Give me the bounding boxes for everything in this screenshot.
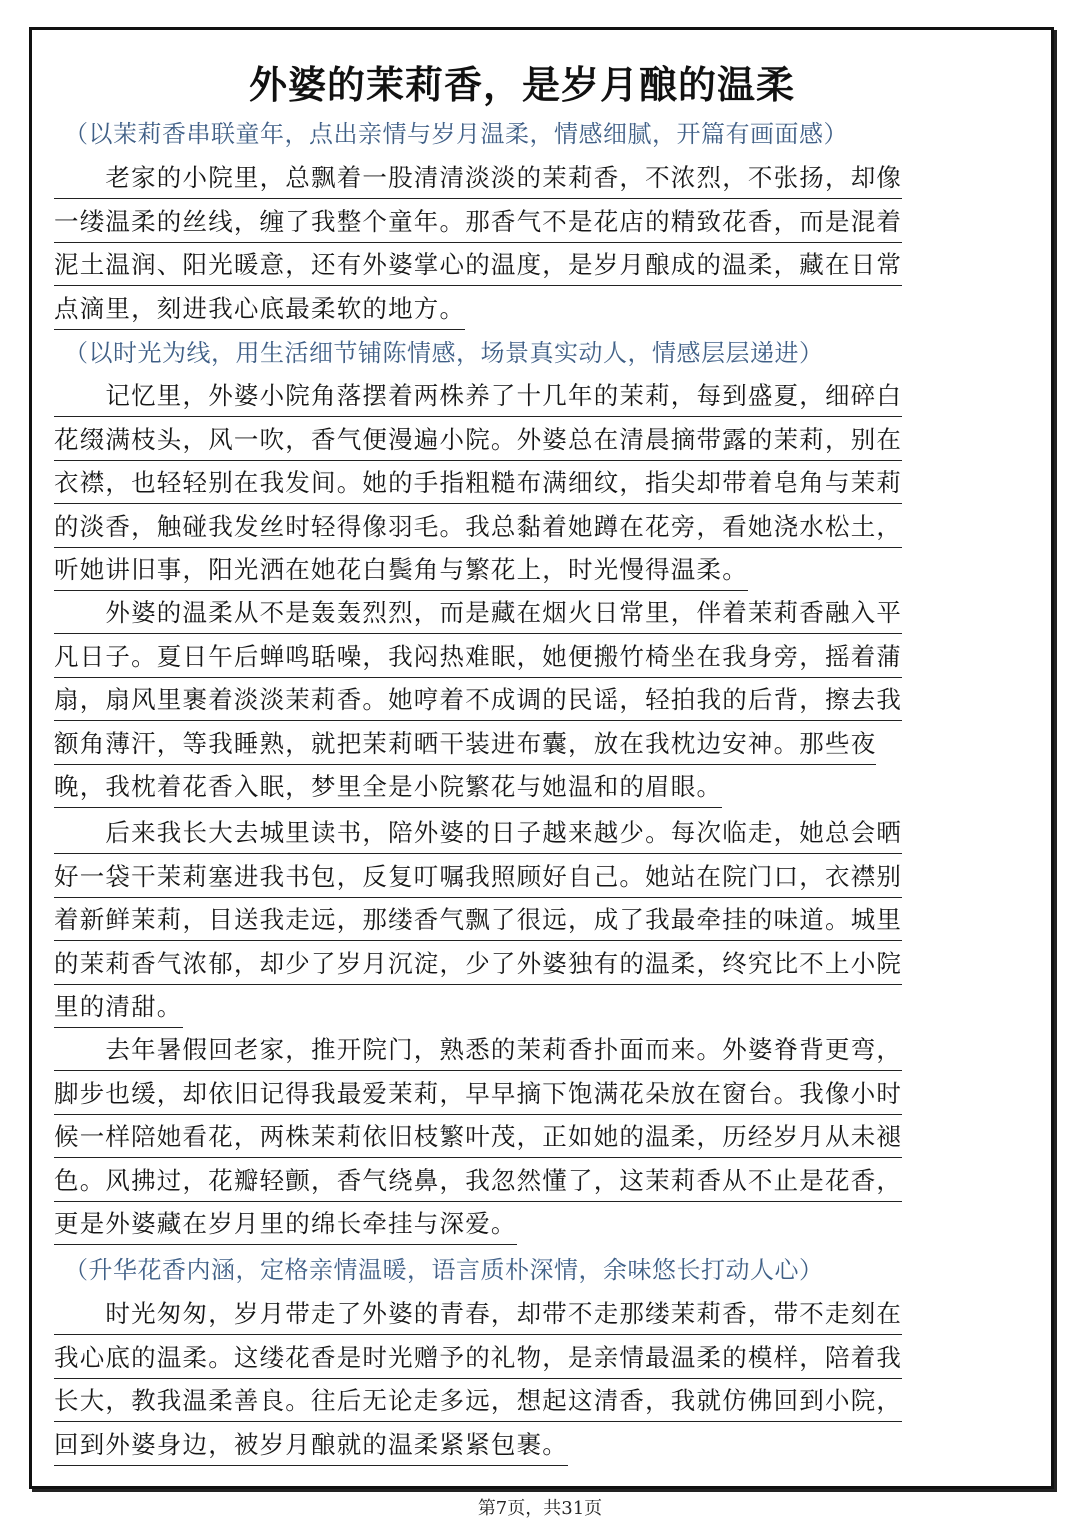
text-line: 着新鲜茉莉，目送我走远，那缕香气飘了很远，成了我最牵挂的味道。城里 bbox=[54, 900, 902, 941]
page-number: 第7页，共31页 bbox=[477, 1498, 603, 1519]
paragraph-2 bbox=[54, 376, 1014, 594]
paragraph-6 bbox=[54, 1294, 1014, 1468]
text-line: 回到外婆身边，被岁月酿就的温柔紧紧包裹。 bbox=[54, 1425, 568, 1466]
text-line: 好一袋干茉莉塞进我书包，反复叮嘱我照顾好自己。她站在院门口，衣襟别 bbox=[54, 857, 902, 898]
page-frame bbox=[29, 27, 1054, 1489]
text-line: 长大，教我温柔善良。往后无论走多远，想起这清香，我就仿佛回到小院， bbox=[54, 1381, 902, 1422]
text-line: 更是外婆藏在岁月里的绵长牵挂与深爱。 bbox=[54, 1204, 517, 1245]
text-line: 点滴里，刻进我心底最柔软的地方。 bbox=[54, 289, 465, 330]
text-line: 听她讲旧事，阳光洒在她花白鬓角与繁花上，时光慢得温柔。 bbox=[54, 550, 748, 591]
paragraph-3 bbox=[54, 593, 1014, 811]
text-line: 脚步也缓，却依旧记得我最爱茉莉，早早摘下饱满花朵放在窗台。我像小时 bbox=[54, 1074, 902, 1115]
text-line: 晚，我枕着花香入眠，梦里全是小院繁花与她温和的眉眼。 bbox=[54, 767, 722, 808]
text-line: 记忆里，外婆小院角落摆着两株养了十几年的茉莉，每到盛夏，细碎白 bbox=[54, 376, 902, 417]
text-line: 额角薄汗，等我睡熟，就把茉莉晒干装进布囊，放在我枕边安神。那些夜 bbox=[54, 724, 876, 765]
text-line: 老家的小院里，总飘着一股清清淡淡的茉莉香，不浓烈，不张扬，却像 bbox=[54, 158, 902, 199]
text-line: 里的清甜。 bbox=[54, 987, 183, 1028]
text-line: 去年暑假回老家，推开院门，熟悉的茉莉香扑面而来。外婆脊背更弯， bbox=[54, 1030, 902, 1071]
paragraph-4 bbox=[54, 813, 1014, 1031]
text-line: 一缕温柔的丝线，缠了我整个童年。那香气不是花店的精致花香，而是混着 bbox=[54, 202, 902, 243]
text-line: 候一样陪她看花，两株茉莉依旧枝繁叶茂，正如她的温柔，历经岁月从未褪 bbox=[54, 1117, 902, 1158]
annotation-note-2: （以时光为线，用生活细节铺陈情感，场景真实动人，情感层层递进） bbox=[64, 339, 824, 367]
essay-title: 外婆的茉莉香，是岁月酿的温柔 bbox=[248, 62, 795, 107]
text-line: 凡日子。夏日午后蝉鸣聒噪，我闷热难眠，她便搬竹椅坐在我身旁，摇着蒲 bbox=[54, 637, 902, 678]
text-line: 的茉莉香气浓郁，却少了岁月沉淀，少了外婆独有的温柔，终究比不上小院 bbox=[54, 944, 902, 985]
text-line: 衣襟，也轻轻别在我发间。她的手指粗糙布满细纹，指尖却带着皂角与茉莉 bbox=[54, 463, 902, 504]
annotation-note-1: （以茉莉香串联童年，点出亲情与岁月温柔，情感细腻，开篇有画面感） bbox=[64, 120, 848, 148]
text-line: 后来我长大去城里读书，陪外婆的日子越来越少。每次临走，她总会晒 bbox=[54, 813, 902, 854]
paragraph-1 bbox=[54, 158, 1014, 332]
text-line: 花缀满枝头，风一吹，香气便漫遍小院。外婆总在清晨摘带露的茉莉，别在 bbox=[54, 420, 902, 461]
paragraph-5 bbox=[54, 1030, 1014, 1248]
text-line: 泥土温润、阳光暖意，还有外婆掌心的温度，是岁月酿成的温柔，藏在日常 bbox=[54, 245, 902, 286]
text-line: 外婆的温柔从不是轰轰烈烈，而是藏在烟火日常里，伴着茉莉香融入平 bbox=[54, 593, 902, 634]
text-line: 时光匆匆，岁月带走了外婆的青春，却带不走那缕茉莉香，带不走刻在 bbox=[54, 1294, 902, 1335]
text-line: 扇，扇风里裹着淡淡茉莉香。她哼着不成调的民谣，轻拍我的后背，擦去我 bbox=[54, 680, 902, 721]
annotation-note-3: （升华花香内涵，定格亲情温暖，语言质朴深情，余味悠长打动人心） bbox=[64, 1256, 824, 1284]
text-line: 我心底的温柔。这缕花香是时光赠予的礼物，是亲情最温柔的模样，陪着我 bbox=[54, 1338, 902, 1379]
text-line: 的淡香，触碰我发丝时轻得像羽毛。我总黏着她蹲在花旁，看她浇水松土， bbox=[54, 507, 902, 548]
text-line: 色。风拂过，花瓣轻颤，香气绕鼻，我忽然懂了，这茉莉香从不止是花香， bbox=[54, 1161, 902, 1202]
